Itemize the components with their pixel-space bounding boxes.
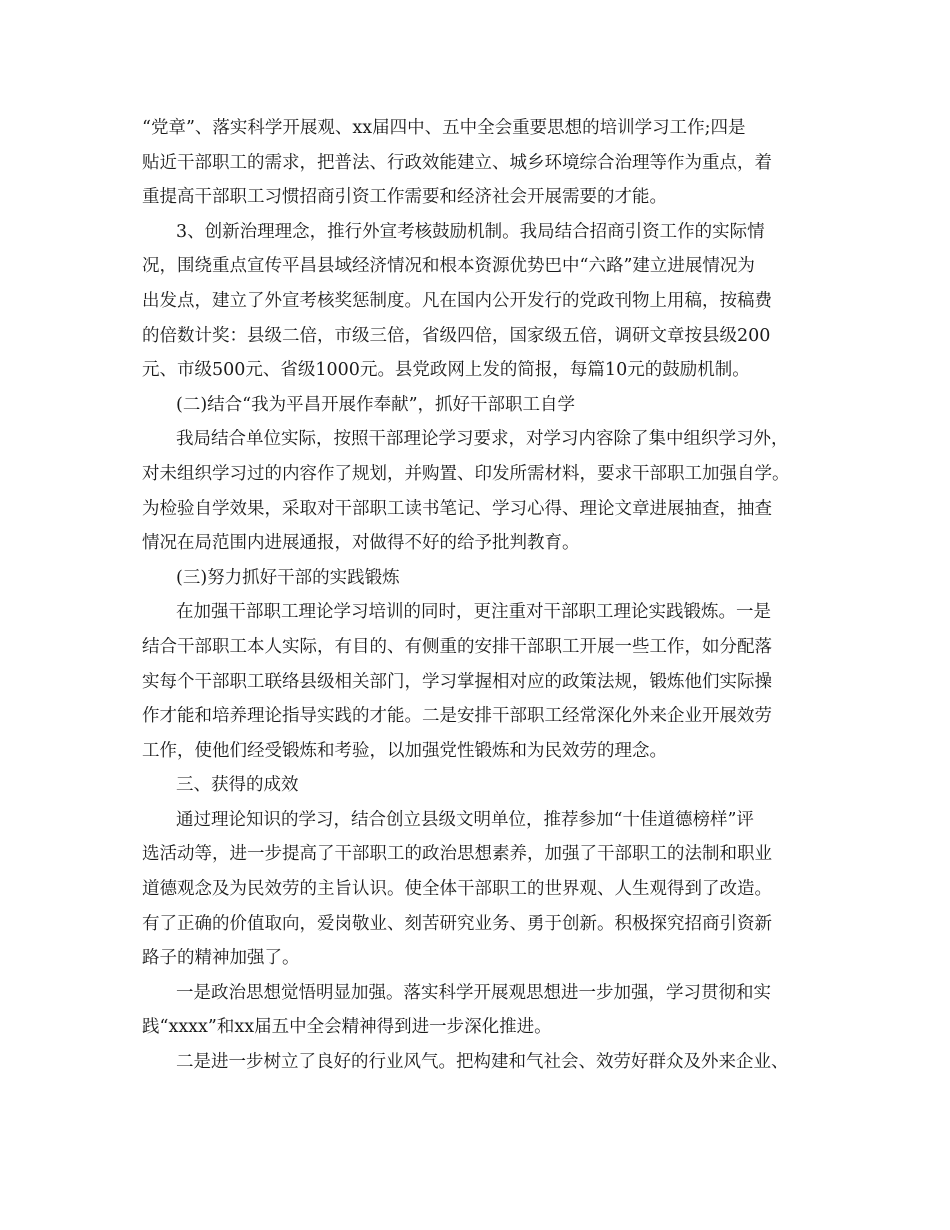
text-line: 一是政治思想觉悟明显加强。落实科学开展观思想进一步加强，学习贯彻和实 [176,982,771,1003]
text-line: 我局结合单位实际，按照干部理论学习要求，对学习内容除了集中组织学习外， [176,429,789,450]
paragraph-political-awareness [142,976,822,1045]
text-line: 对未组织学习过的内容作了规划，并购置、印发所需材料，要求干部职工加强自学。 [142,463,790,484]
text-line: 工作，使他们经受锻炼和考验，以加强党性锻炼和为民效劳的理念。 [142,740,667,761]
text-line: 实每个干部职工联络县级相关部门，学习掌握相对应的政策法规，锻炼他们实际操 [142,671,772,692]
text-line: 二是进一步树立了良好的行业风气。把构建和气社会、效劳好群众及外来企业、 [176,1052,789,1073]
paragraph-publicity-incentive [142,215,822,388]
text-line: 选活动等，进一步提高了干部职工的政治思想素养，加强了干部职工的法制和职业 [142,844,772,865]
text-line: 结合干部职工本人实际，有目的、有侧重的安排干部职工开展一些工作，如分配落 [142,636,772,657]
section-heading-practice [142,561,822,596]
text-line: 践“xxxx”和xx届五中全会精神得到进一步深化推进。 [142,1017,552,1038]
paragraph-practice [142,595,822,768]
text-line: 元、市级500元、省级1000元。县党政网上发的简报，每篇10元的鼓励机制。 [142,360,750,381]
heading-text: (二)结合“我为平昌开展作奉献”，抓好干部职工自学 [176,394,576,415]
section-heading-results [142,768,822,803]
text-line: 作才能和培养理论指导实践的才能。二是安排干部职工经常深化外来企业开展效劳 [142,706,772,727]
section-heading-self-study [142,388,822,423]
text-line: 出发点，建立了外宣考核奖惩制度。凡在国内公开发行的党政刊物上用稿，按稿费 [142,290,772,311]
text-line: 道德观念及为民效劳的主旨认识。使全体干部职工的世界观、人生观得到了改造。 [142,879,772,900]
paragraph-results-summary [142,803,822,976]
heading-text: (三)努力抓好干部的实践锻炼 [176,567,400,588]
text-line: 为检验自学效果，采取对干部职工读书笔记、学习心得、理论文章进展抽查，抽查 [142,498,772,519]
text-line: 在加强干部职工理论学习培训的同时，更注重对干部职工理论实践锻炼。一是 [176,602,771,623]
paragraph-training-tasks [142,111,822,215]
text-line: “党章”、落实科学开展观、xx届四中、五中全会重要思想的培训学习工作;四是 [142,118,746,138]
paragraph-self-study [142,422,822,560]
text-line: 路子的精神加强了。 [142,948,300,969]
text-line: 的倍数计奖：县级二倍，市级三倍，省级四倍，国家级五倍，调研文章按县级200 [142,325,771,346]
text-line: 有了正确的价值取向，爱岗敬业、刻苦研究业务、勇于创新。积极探究招商引资新 [142,913,772,934]
document-body [142,111,822,1080]
text-line: 情况在局范围内进展通报，对做得不好的给予批判教育。 [142,533,580,554]
text-line: 通过理论知识的学习，结合创立县级文明单位，推荐参加“十佳道德榜样”评 [176,809,754,830]
paragraph-industry-style [142,1045,822,1080]
text-line: 重提高干部职工习惯招商引资工作需要和经济社会开展需要的才能。 [142,187,667,208]
text-line: 贴近干部职工的需求，把普法、行政效能建立、城乡环境综合治理等作为重点，着 [142,152,772,173]
text-line: 况，围绕重点宣传平昌县域经济情况和根本资源优势巴中“六路”建立进展情况为 [142,256,755,277]
text-line: 3、创新治理理念，推行外宣考核鼓励机制。我局结合招商引资工作的实际情 [176,221,765,242]
heading-text: 三、获得的成效 [176,775,299,796]
